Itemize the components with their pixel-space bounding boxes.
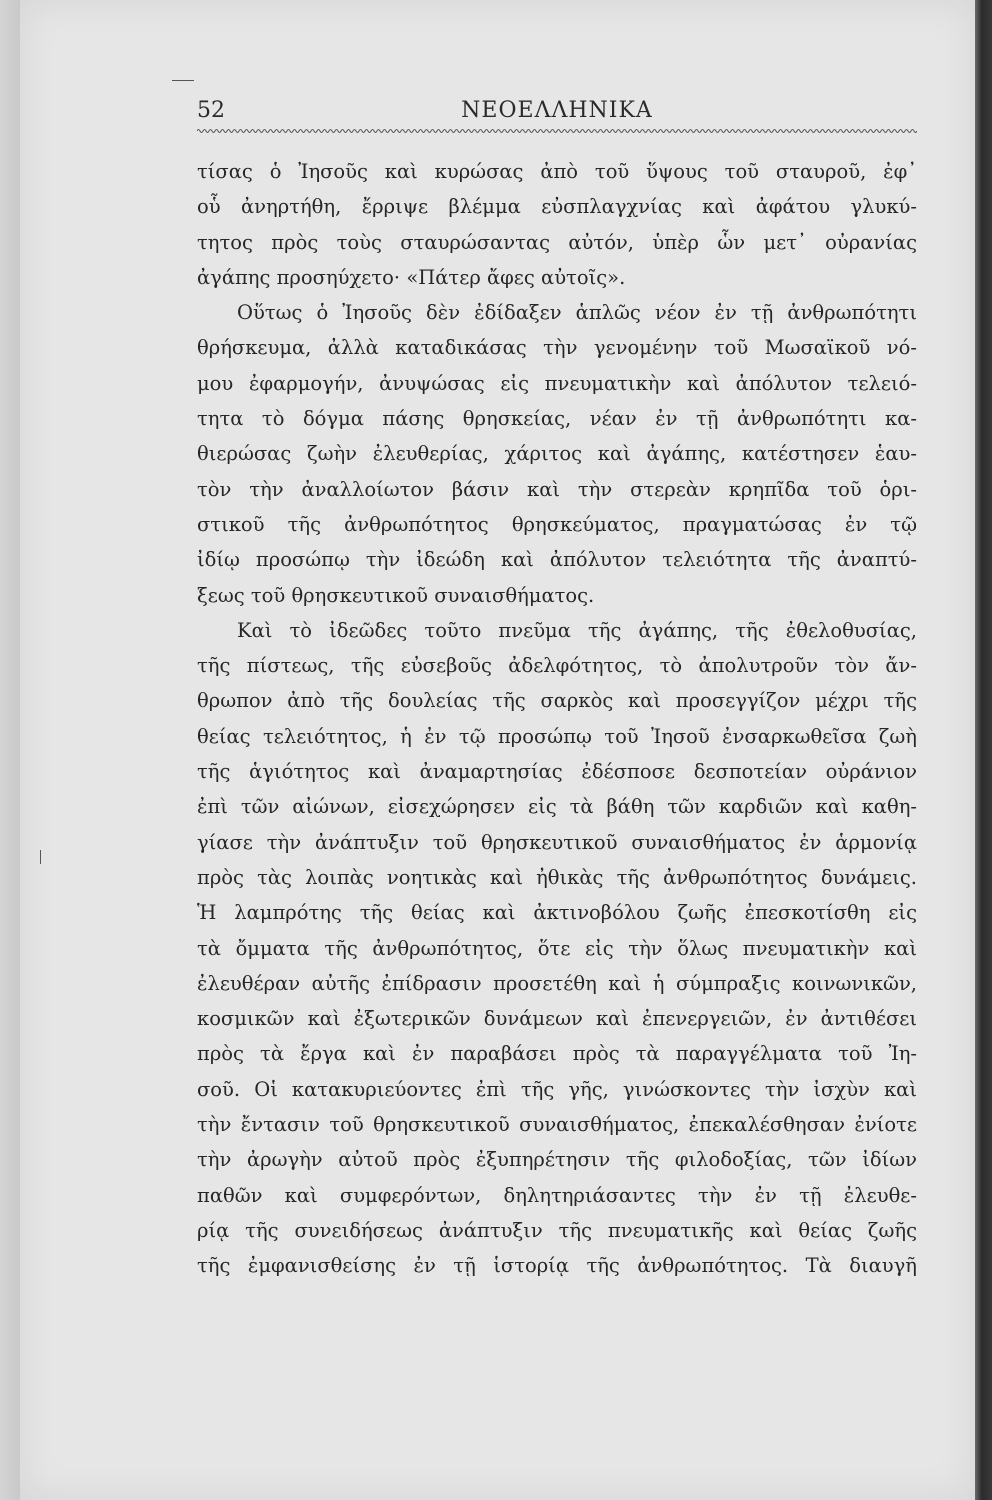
text-line: σοῦ. Οἱ κατακυριεύοντες ἐπὶ τῆς γῆς, γινώσκοντες τὴν ἰσχὺν καὶ [197,1077,917,1101]
text-line: τὰ ὄμματα τῆς ἀνθρωπότητος, ὅτε εἰς τὴν ὅλως πνευματικὴν καὶ [197,936,917,960]
body-text [197,154,917,1284]
text-line: ξεως τοῦ θρησκευτικοῦ συναισθήματος. [197,583,595,607]
text-line: Καὶ τὸ ἰδεῶδες τοῦτο πνεῦμα τῆς ἀγάπης, τῆς ἐθελοθυσίας, [237,618,917,642]
text-line: θρήσκευμα, ἀλλὰ καταδικάσας τὴν γενομένην τοῦ Μωσαϊκοῦ νό- [197,336,917,360]
page-header [197,98,917,128]
text-line: Ἡ λαμπρότης τῆς θείας καὶ ἀκτινοβόλου ζωῆς ἐπεσκοτίσθη εἰς [197,901,917,925]
wavy-rule [197,128,917,134]
text-line: ἀγάπης προσηύχετο· «Πάτερ ἄφες αὐτοῖς». [197,265,626,289]
text-line: μου ἐφαρμογήν, ἀνυψώσας εἰς πνευματικὴν καὶ ἀπόλυτον τελειό- [197,371,917,395]
text-line: θρωπον ἀπὸ τῆς δουλείας τῆς σαρκὸς καὶ προσεγγίζον μέχρι τῆς [197,689,917,713]
text-line: γίασε τὴν ἀνάπτυξιν τοῦ θρησκευτικοῦ συναισθήματος ἐν ἁρμονίᾳ [197,830,917,854]
running-title: ΝΕΟΕΛΛΗΝΙΚΑ [461,98,653,123]
right-binding-edge [975,0,992,1500]
text-line: παθῶν καὶ συμφερόντων, δηλητηριάσαντες τὴν ἐν τῇ ἐλευθε- [197,1183,917,1207]
text-line: τὴν ἔντασιν τοῦ θρησκευτικοῦ συναισθήματος, ἐπεκαλέσθησαν ἐνίοτε [197,1113,917,1137]
text-line: τητα τὸ δόγμα πάσης θρησκείας, νέαν ἐν τῇ ἀνθρωπότητι κα- [197,407,917,431]
page-number: 52 [197,98,225,123]
text-line: ἰδίῳ προσώπῳ τὴν ἰδεώδη καὶ ἀπόλυτον τελειότητα τῆς ἀναπτύ- [197,548,917,572]
text-line: πρὸς τὰς λοιπὰς νοητικὰς καὶ ἠθικὰς τῆς ἀνθρωπότητος δυνάμεις. [197,865,917,889]
text-line: θείας τελειότητος, ἡ ἐν τῷ προσώπῳ τοῦ Ἰησοῦ ἐνσαρκωθεῖσα ζωὴ [197,724,917,748]
text-line: θιερώσας ζωὴν ἐλευθερίας, χάριτος καὶ ἀγάπης, κατέστησεν ἑαυ- [197,442,917,466]
text-line: οὗ ἀνηρτήθη, ἔρριψε βλέμμα εὐσπλαγχνίας καὶ ἀφάτου γλυκύ- [197,195,917,219]
text-line: κοσμικῶν καὶ ἐξωτερικῶν δυνάμεων καὶ ἐπενεργειῶν, ἐν ἀντιθέσει [197,1007,917,1031]
text-line: τῆς ἐμφανισθείσης ἐν τῇ ἱστορίᾳ τῆς ἀνθρωπότητος. Τὰ διαυγῆ [197,1254,917,1278]
text-line: τίσας ὁ Ἰησοῦς καὶ κυρώσας ἀπὸ τοῦ ὕψους τοῦ σταυροῦ, ἐφ᾽ [197,160,917,183]
text-line: ρίᾳ τῆς συνειδήσεως ἀνάπτυξιν τῆς πνευματικῆς καὶ θείας ζωῆς [197,1218,917,1242]
text-line: τὸν τὴν ἀναλλοίωτον βάσιν καὶ τὴν στερεὰν κρηπῖδα τοῦ ὁρι- [197,477,917,501]
text-line: τητος πρὸς τοὺς σταυρώσαντας αὐτόν, ὑπὲρ ὧν μετ᾽ οὐρανίας [197,230,917,254]
left-page-edge [0,0,20,1500]
text-line: τὴν ἀρωγὴν αὐτοῦ πρὸς ἐξυπηρέτησιν τῆς φιλοδοξίας, τῶν ἰδίων [197,1148,917,1172]
text-line: στικοῦ τῆς ἀνθρωπότητος θρησκεύματος, πραγματώσας ἐν τῷ [197,512,917,536]
stray-mark [172,80,194,81]
text-line: τῆς ἁγιότητος καὶ ἀναμαρτησίας ἐδέσποσε δεσποτείαν οὐράνιον [197,760,917,784]
text-line: τῆς πίστεως, τῆς εὐσεβοῦς ἀδελφότητος, τὸ ἀπολυτροῦν τὸν ἄν- [197,654,917,678]
text-line: ἐλευθέραν αὐτῆς ἐπίδρασιν προσετέθη καὶ ἡ σύμπραξις κοινωνικῶν, [197,971,917,995]
text-line: ἐπὶ τῶν αἰώνων, εἰσεχώρησεν εἰς τὰ βάθη τῶν καρδιῶν καὶ καθη- [197,795,917,819]
text-line: πρὸς τὰ ἔργα καὶ ἐν παραβάσει πρὸς τὰ παραγγέλματα τοῦ Ἰη- [197,1042,917,1066]
text-line: Οὕτως ὁ Ἰησοῦς δὲν ἐδίδαξεν ἁπλῶς νέον ἐν τῇ ἀνθρωπότητι [237,301,917,325]
stray-mark [40,850,41,864]
